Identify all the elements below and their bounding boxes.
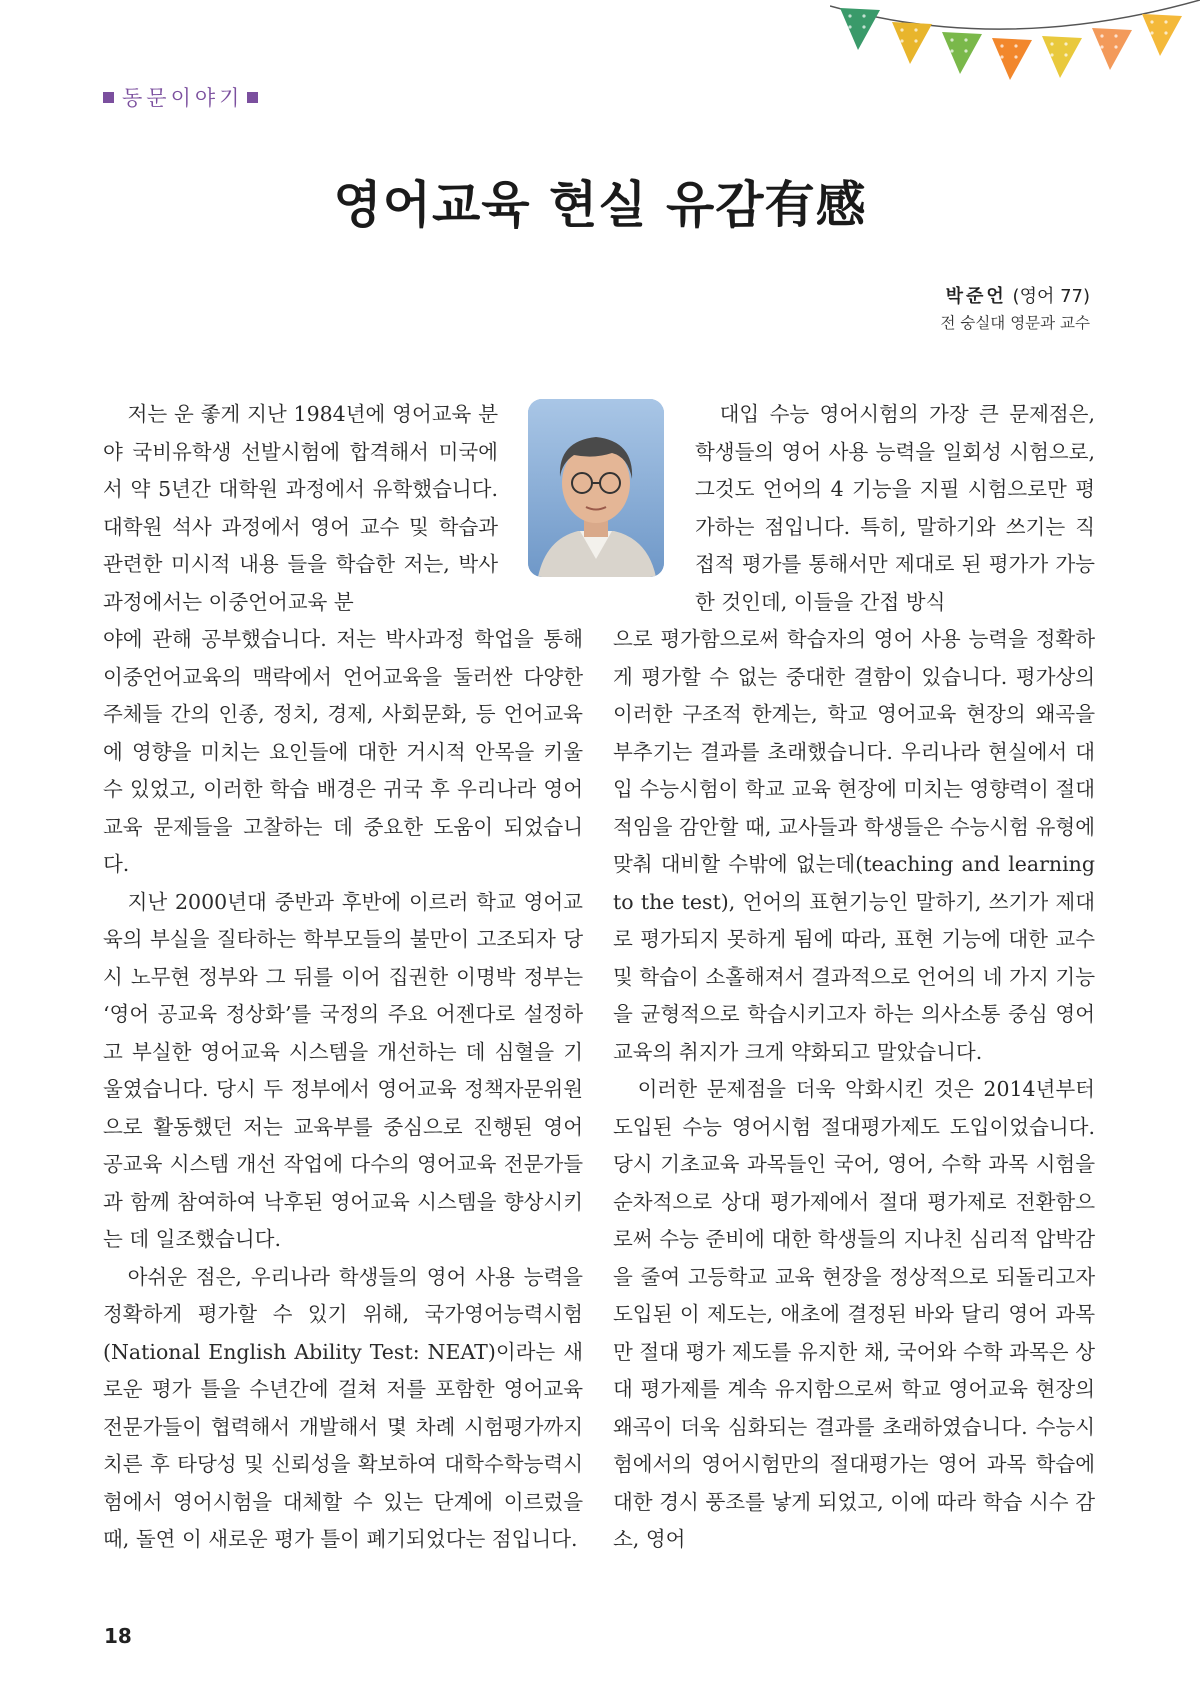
bunting-dot bbox=[1150, 31, 1153, 34]
bunting-dot bbox=[1014, 44, 1017, 47]
square-icon bbox=[103, 92, 114, 103]
article-title: 영어교육 현실 유감有感 bbox=[333, 175, 867, 234]
paragraph: 야에 관해 공부했습니다. 저는 박사과정 학업을 통해 이중언어교육의 맥락에서 언어교육을 둘러싼 다양한 주체들 간의 인종, 정치, 경제, 사회문화, 등 언어교육에 영향을 미치는 요인들에 대한 거시적 안목을 키울 수 있었고, 이러한 학습 배경은 귀국 후 우리나라 영어교육 문제들을 고찰하는 데 중요한 도움이 되었습니다. bbox=[103, 627, 583, 876]
bunting-dot bbox=[1064, 53, 1067, 56]
paragraph: 이러한 문제점을 더욱 악화시킨 것은 2014년부터 도입된 수능 영어시험 절대평가제도 도입이었습니다. 당시 기초교육 과목들인 국어, 영어, 수학 과목 시험을 순차적으로 상대 평가제에서 절대 평가제로 전환함으로써 수능 준비에 대한 학생들의 지나친 심리적 압박감을 줄여 고등학교 교육 현장을 정상적으로 되돌리고자 도입된 이 제도는, 애초에 결정된 바와 달리 영어 과목만 절대 평가 제도를 유지한 채, 국어와 수학 과목은 상대 평가제를 계속 유지함으로써 학교 영어교육 현장의 왜곡이 더욱 심화되는 결과를 초래하였습니다. 수능시험에서의 영어시험만의 절대평가는 영어 과목 학습에 대한 경시 풍조를 낳게 되었고, 이에 따라 학습 시수 감소, 영어 bbox=[613, 1077, 1095, 1551]
paragraph: 저는 운 좋게 지난 1984년에 영어교육 분야 국비유학생 선발시험에 합격해서 미국에서 약 5년간 대학원 과정에서 유학했습니다. 대학원 석사 과정에서 영어 교수 및 학습과 관련한 미시적 내용 들을 학습한 저는, 박사과정에서는 이중언어교육 분 bbox=[103, 402, 498, 614]
author-block bbox=[940, 283, 1090, 335]
bunting-flag bbox=[992, 38, 1032, 80]
bunting-dot bbox=[1164, 20, 1167, 23]
bunting-dot bbox=[964, 38, 967, 41]
bunting-dot bbox=[1114, 34, 1117, 37]
square-icon bbox=[247, 92, 258, 103]
bunting-flag bbox=[1142, 14, 1182, 56]
bunting-dot bbox=[1064, 42, 1067, 45]
bunting-dot bbox=[1050, 53, 1053, 56]
bunting-dot bbox=[1000, 44, 1003, 47]
bunting-flag bbox=[840, 8, 880, 50]
bunting-dot bbox=[862, 25, 865, 28]
left-column-top bbox=[103, 396, 498, 621]
bunting-dot bbox=[900, 28, 903, 31]
bunting-dot bbox=[1014, 55, 1017, 58]
paragraph: 으로 평가함으로써 학습자의 영어 사용 능력을 정확하게 평가할 수 없는 중대한 결함이 있습니다. 평가상의 이러한 구조적 한계는, 학교 영어교육 현장의 왜곡을 부추기는 결과를 초래했습니다. 우리나라 현실에서 대입 수능시험이 학교 교육 현장에 미치는 영향력이 절대적임을 감안할 때, 교사들과 학생들은 수능시험 유형에 맞춰 대비할 수밖에 없는데(teaching and learning to the test), 언어의 표현기능인 말하기, 쓰기가 제대로 평가되지 못하게 됨에 따라, 표현 기능에 대한 교수 및 학습이 소홀해져서 결과적으로 언어의 네 가지 기능을 균형적으로 학습시키고자 하는 의사소통 중심 영어교육의 취지가 크게 약화되고 말았습니다. bbox=[613, 627, 1095, 1064]
paragraph: 아쉬운 점은, 우리나라 학생들의 영어 사용 능력을 정확하게 평가할 수 있기 위해, 국가영어능력시험(National English Ability Test: NEAT)이라는 새로운 평가 틀을 수년간에 걸쳐 저를 포함한 영어교육전문가들이 협력해서 개발해서 몇 차례 시험평가까지 치른 후 타당성 및 신뢰성을 확보하여 대학수학능력시험에서 영어시험을 대체할 수 있는 단계에 이르렀을 때, 돌연 이 새로운 평가 틀이 폐기되었다는 점입니다. bbox=[103, 1264, 583, 1551]
left-column-body bbox=[103, 621, 583, 1559]
right-column-top bbox=[695, 396, 1095, 621]
bunting-dot bbox=[950, 49, 953, 52]
bunting-flag bbox=[892, 22, 932, 64]
bunting-dot bbox=[914, 28, 917, 31]
bunting-decoration bbox=[830, 0, 1200, 95]
bunting-dot bbox=[848, 14, 851, 17]
author-photo bbox=[528, 399, 664, 577]
bunting-flag bbox=[1042, 36, 1082, 78]
section-label bbox=[103, 82, 258, 112]
bunting-dot bbox=[1000, 55, 1003, 58]
portrait-icon bbox=[528, 399, 664, 577]
bunting-dot bbox=[1100, 45, 1103, 48]
bunting-dot bbox=[1114, 45, 1117, 48]
paragraph: 대입 수능 영어시험의 가장 큰 문제점은, 학생들의 영어 사용 능력을 일회성 시험으로, 그것도 언어의 4 기능을 지필 시험으로만 평가하는 점입니다. 특히, 말하기와 쓰기는 직접적 평가를 통해서만 제대로 된 평가가 가능한 것인데, 이들을 간접 방식 bbox=[695, 402, 1095, 614]
bunting-dot bbox=[914, 39, 917, 42]
bunting-dot bbox=[900, 39, 903, 42]
section-label-text: 동문이야기 bbox=[122, 86, 244, 110]
bunting-dot bbox=[1100, 34, 1103, 37]
author-position: 전 숭실대 영문과 교수 bbox=[940, 314, 1090, 332]
bunting-dot bbox=[1050, 42, 1053, 45]
page-number: 18 bbox=[104, 1624, 132, 1648]
bunting-flag bbox=[942, 32, 982, 74]
paragraph: 지난 2000년대 중반과 후반에 이르러 학교 영어교육의 부실을 질타하는 학부모들의 불만이 고조되자 당시 노무현 정부와 그 뒤를 이어 집권한 이명박 정부는 ‘영어 공교육 정상화’를 국정의 주요 어젠다로 설정하고 부실한 영어교육 시스템을 개선하는 데 심혈을 기울였습니다. 당시 두 정부에서 영어교육 정책자문위원으로 활동했던 저는 교육부를 중심으로 진행된 영어 공교육 시스템 개선 작업에 다수의 영어교육 전문가들과 함께 참여하여 낙후된 영어교육 시스템을 향상시키는 데 일조했습니다. bbox=[103, 889, 583, 1251]
author-affiliation: (영어 77) bbox=[1012, 286, 1090, 307]
bunting-dot bbox=[848, 25, 851, 28]
author-name: 박준언 bbox=[945, 286, 1007, 307]
bunting-dot bbox=[1150, 20, 1153, 23]
bunting-dot bbox=[964, 49, 967, 52]
bunting-dot bbox=[1164, 31, 1167, 34]
bunting-dot bbox=[862, 14, 865, 17]
right-column-body bbox=[613, 621, 1095, 1559]
bunting-dot bbox=[950, 38, 953, 41]
bunting-flag bbox=[1092, 28, 1132, 70]
